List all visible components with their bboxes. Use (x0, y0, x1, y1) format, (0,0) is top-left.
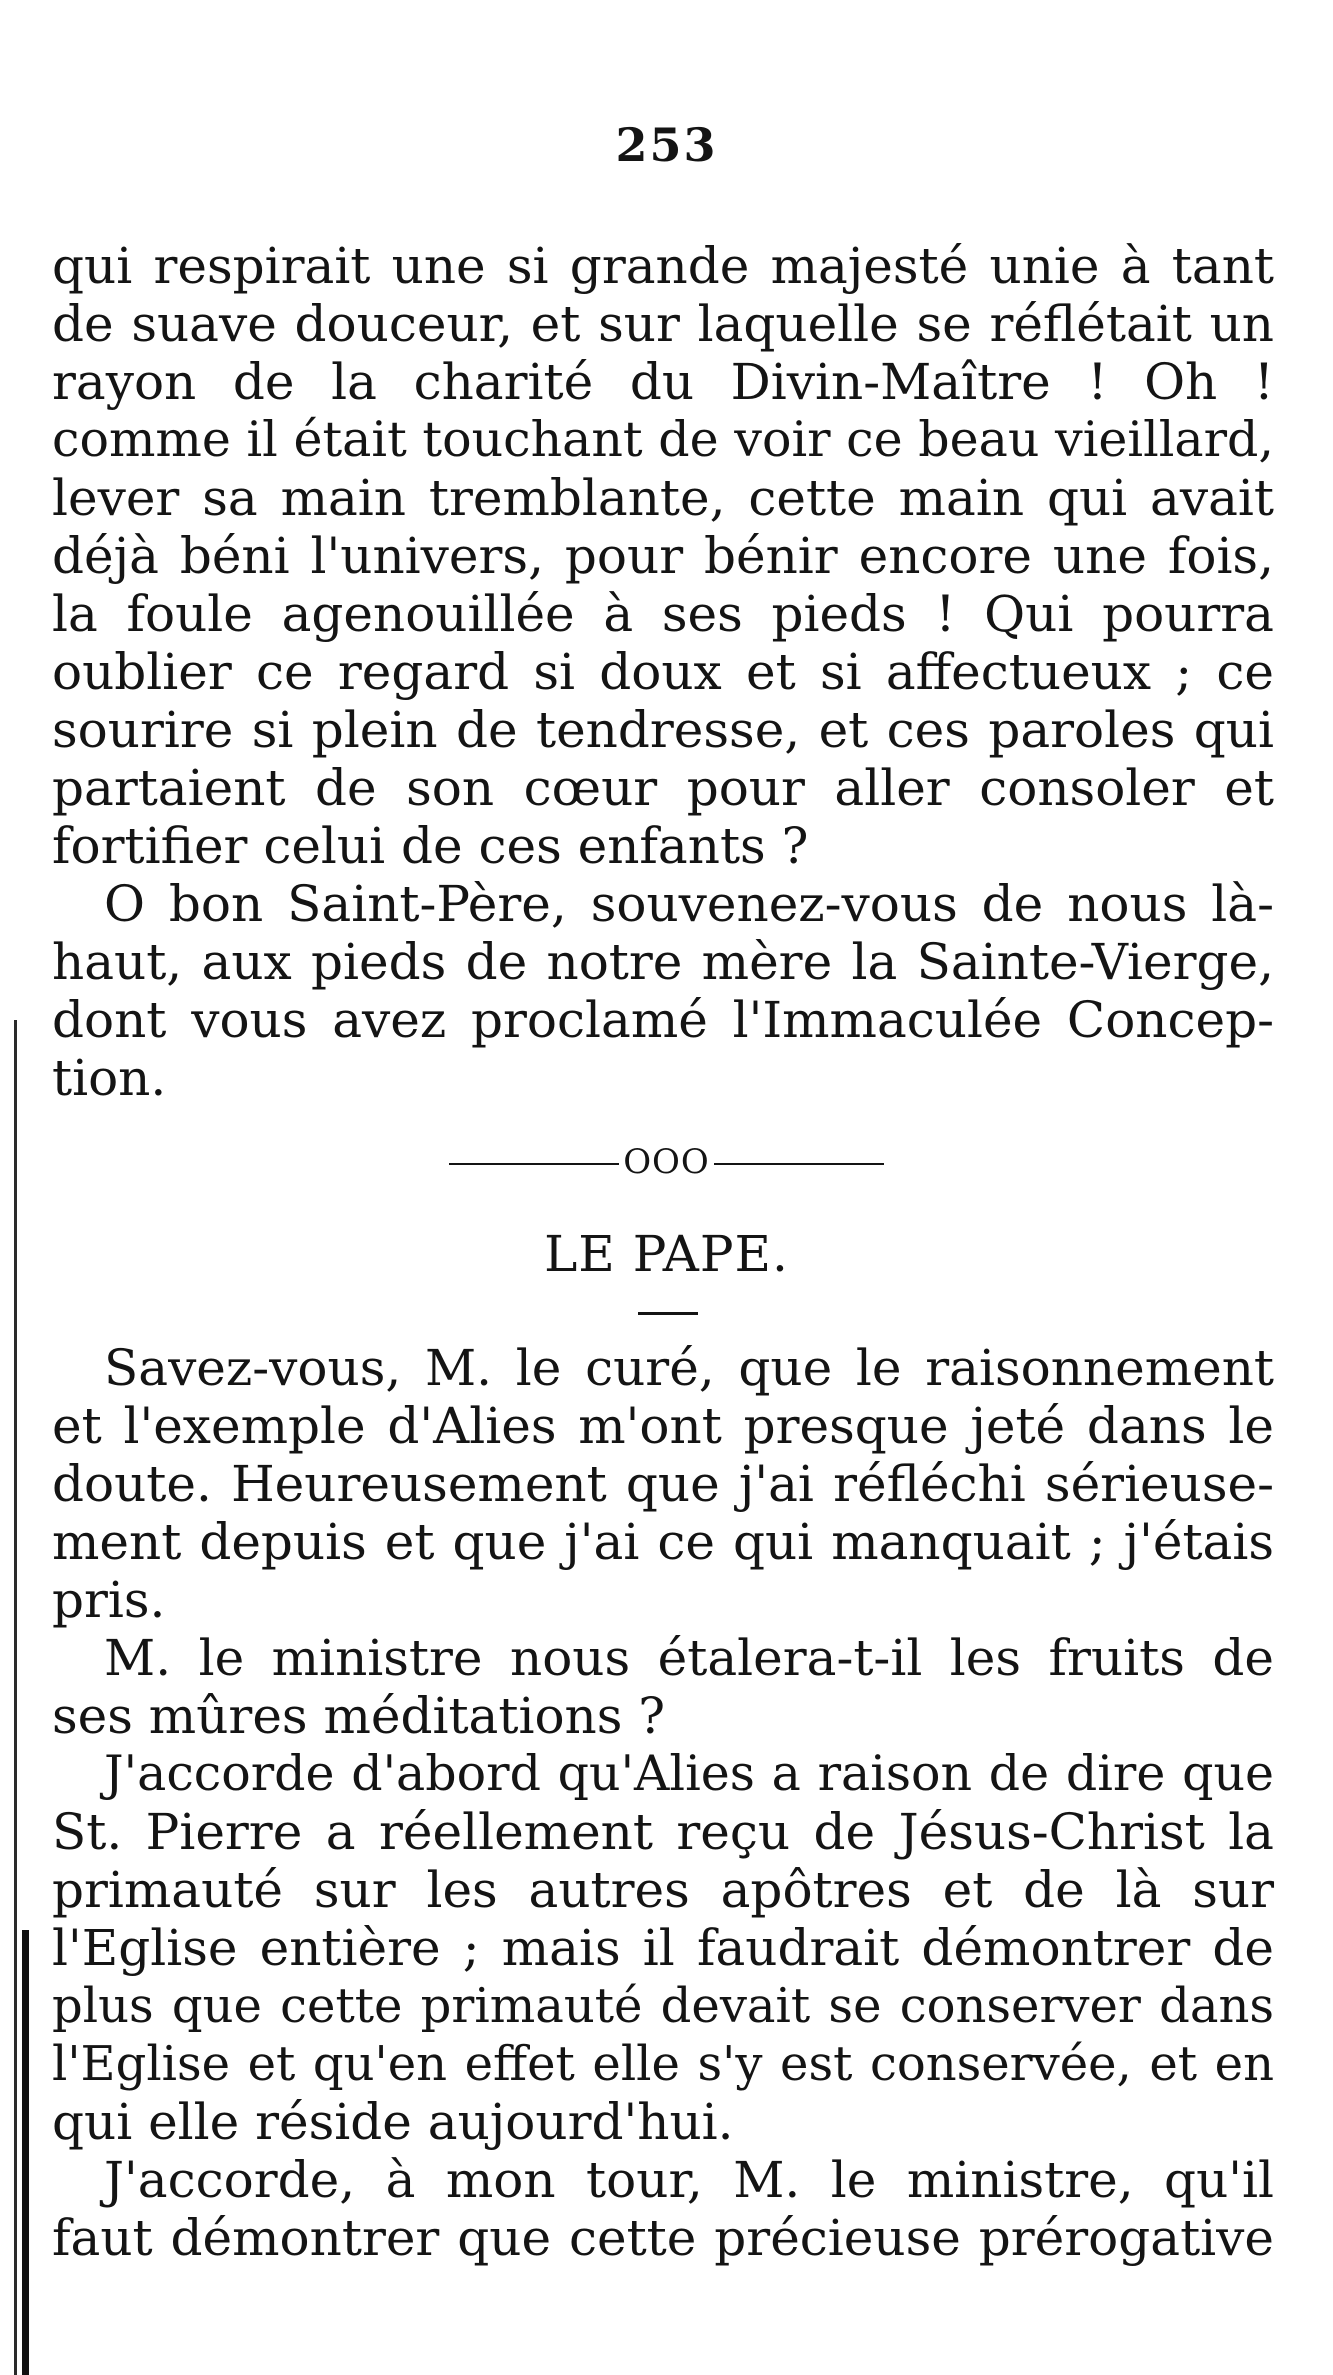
text-line: comme il était touchant de voir ce beau vieillard, (52, 411, 1274, 468)
text-line: dont vous avez proclamé l'Immaculée Concep- (52, 991, 1274, 1049)
text-line: la foule agenouillée à ses pieds ! Qui pourra (52, 585, 1274, 643)
text-line: doute. Heureusement que j'ai réfléchi sérieuse- (52, 1455, 1274, 1513)
text-line: haut, aux pieds de notre mère la Sainte-Vierge, (52, 933, 1274, 991)
text-line: plus que cette primauté devait se conserver dans (52, 1978, 1274, 2034)
divider-ornament: OOO (623, 1142, 710, 1182)
binding-edge-line (14, 1020, 17, 2375)
text-line: déjà béni l'univers, pour bénir encore une fois, (52, 527, 1274, 585)
text-line: qui elle réside aujourd'hui. (52, 2093, 734, 2151)
text-line: tion. (52, 1049, 167, 1107)
text-line: qui respirait une si grande majesté unie à tant (52, 237, 1274, 295)
divider-rule-left (449, 1163, 619, 1165)
text-line: rayon de la charité du Divin-Maître ! Oh ! (52, 353, 1274, 411)
text-line: ses mûres méditations ? (52, 1687, 666, 1745)
text-line: J'accorde, à mon tour, M. le ministre, qu'il (104, 2151, 1274, 2209)
text-line: O bon Saint-Père, souvenez-vous de nous là- (104, 875, 1274, 933)
section-title: LE PAPE. (544, 1225, 789, 1283)
text-line: J'accorde d'abord qu'Alies a raison de dire que (104, 1745, 1274, 1802)
text-line: Savez-vous, M. le curé, que le raisonnement (104, 1339, 1274, 1397)
title-underline (638, 1312, 698, 1315)
text-line: sourire si plein de tendresse, et ces paroles qui (52, 701, 1274, 759)
text-line: l'Eglise et qu'en effet elle s'y est conservée, et en (52, 2036, 1274, 2092)
section-divider (0, 1142, 1333, 1182)
divider-rule-right (714, 1163, 884, 1165)
text-line: pris. (52, 1571, 166, 1629)
text-line: fortifier celui de ces enfants ? (52, 817, 809, 875)
text-line: l'Eglise entière ; mais il faudrait démontrer de (52, 1919, 1274, 1977)
text-line: partaient de son cœur pour aller consoler et (52, 759, 1274, 817)
page-number: 253 (615, 118, 718, 172)
text-line: faut démontrer que cette précieuse prérogative (52, 2209, 1274, 2267)
text-line: M. le ministre nous étalera-t-il les fruits de (104, 1629, 1274, 1687)
text-line: oublier ce regard si doux et si affectueux ; ce (52, 643, 1274, 701)
text-line: St. Pierre a réellement reçu de Jésus-Christ la (52, 1803, 1274, 1861)
binding-edge-shadow (22, 1930, 29, 2375)
text-line: lever sa main tremblante, cette main qui avait (52, 469, 1274, 527)
text-line: de suave douceur, et sur laquelle se réflétait un (52, 295, 1274, 353)
text-line: ment depuis et que j'ai ce qui manquait ; j'étais (52, 1513, 1274, 1571)
text-line: primauté sur les autres apôtres et de là sur (52, 1861, 1274, 1919)
text-line: et l'exemple d'Alies m'ont presque jeté dans le (52, 1397, 1274, 1455)
